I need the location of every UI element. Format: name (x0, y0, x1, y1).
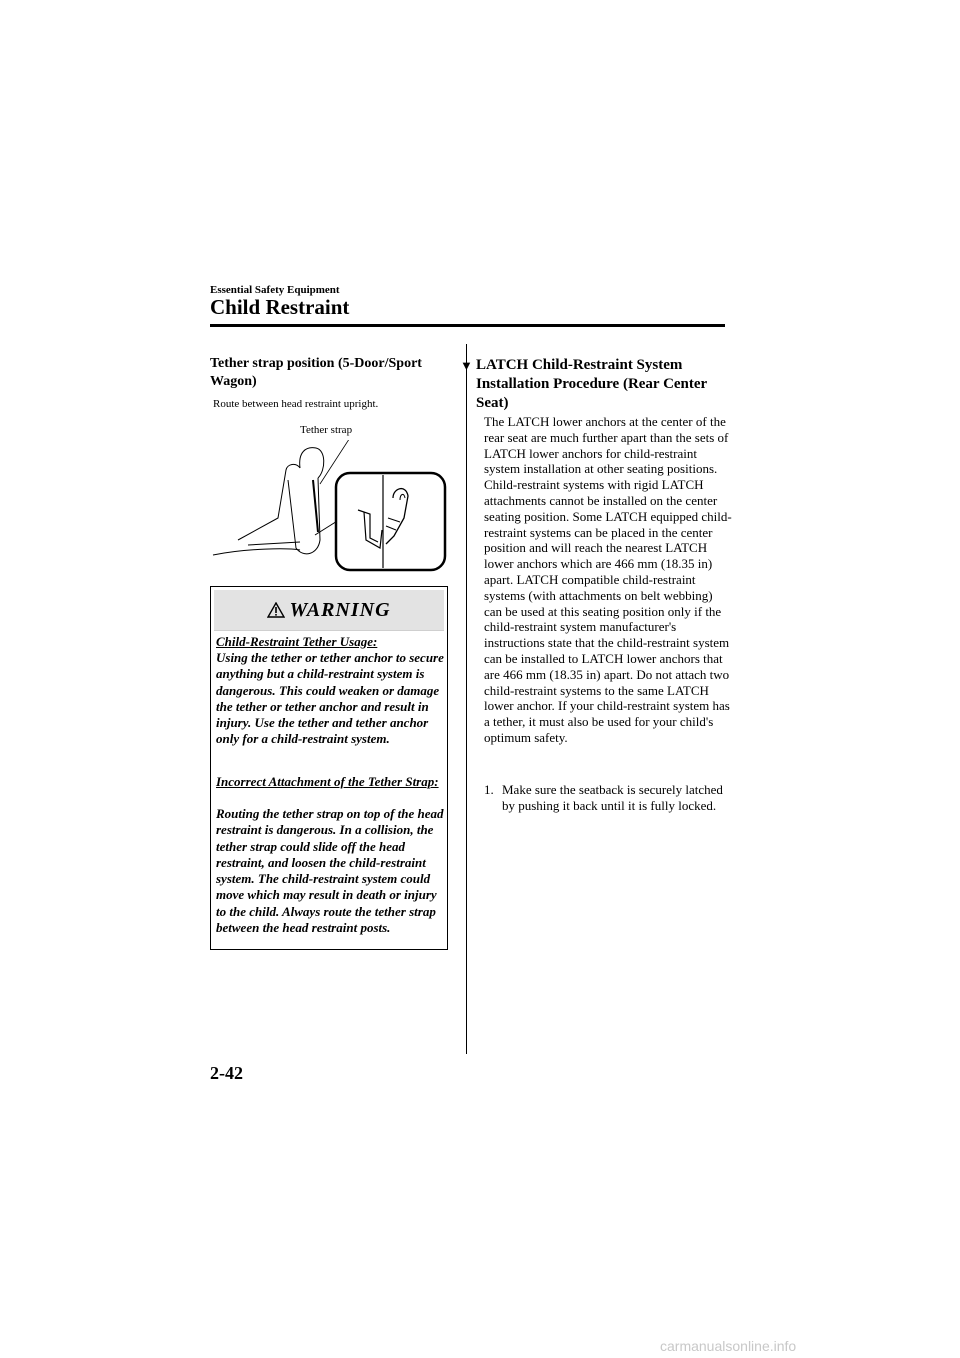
warning-text-incorrect-attachment: Routing the tether strap on top of the head restraint is dangerous. In a collision, the tether strap could slide off the head restraint, and loosen the child-restraint system. The child-restraint system could move which may result in death or injury to the child. Always route the tether strap between the head restraint posts. (216, 806, 444, 936)
latch-center-body: The LATCH lower anchors at the center of the rear seat are much further apart than the sets of LATCH lower anchors for child-restraint system installation at other seating positions. Child-restraint systems with rigid LATCH attachments cannot be installed on the center seating position. Some LATCH equipped child-restraint systems can be placed in the center position and will reach the nearest LATCH lower anchors which are 466 mm (18.35 in) apart. LATCH compatible child-restraint systems (with attachments on belt webbing) can be used at this seating position only if the child-restraint system manufacturer's instructions state that the child-restraint system can be installed to LATCH lower anchors that are 466 mm (18.35 in) apart. Do not attach two child-restraint systems to the same LATCH lower anchor. If your child-restraint system has a tether, it must also be used for your child's optimum safety. (484, 414, 732, 745)
triangle-marker-icon: ▼ (460, 358, 473, 373)
warning-title (214, 599, 444, 622)
warning-subheading-incorrect-attachment: Incorrect Attachment of the Tether Strap: (216, 774, 439, 789)
warning-title-text: WARNING (289, 599, 391, 621)
list-item-text: Make sure the seatback is securely latched by pushing it back until it is fully locked. (502, 782, 723, 813)
page-number: 2-42 (210, 1063, 243, 1083)
watermark: carmanualsonline.info (660, 1338, 797, 1354)
tether-position-heading: Tether strap position (5-Door/Sport Wagon) (210, 356, 422, 389)
title-rule (210, 324, 725, 327)
page-title: Child Restraint (210, 295, 350, 319)
warning-box (210, 586, 448, 950)
warning-triangle-icon (267, 602, 285, 618)
figure-caption: Route between head restraint upright. (213, 398, 379, 410)
warning-text-tether-usage: Using the tether or tether anchor to secure anything but a child-restraint system is dangerous. This could weaken or damage the tether or tether anchor and result in injury. Use the tether and tether anchor only for a child-restraint system. (216, 650, 444, 747)
figure-label-tether-strap: Tether strap (300, 424, 353, 436)
list-item-number: 1. (484, 782, 494, 797)
section-label: Essential Safety Equipment (210, 284, 340, 296)
column-divider (466, 344, 467, 1054)
warning-header (214, 590, 444, 631)
warning-subheading-tether-usage: Child-Restraint Tether Usage: (216, 634, 378, 649)
latch-center-heading-text: LATCH Child-Restraint System Installation Procedure (Rear Center Seat) (476, 357, 707, 411)
tether-strap-illustration (208, 440, 448, 575)
